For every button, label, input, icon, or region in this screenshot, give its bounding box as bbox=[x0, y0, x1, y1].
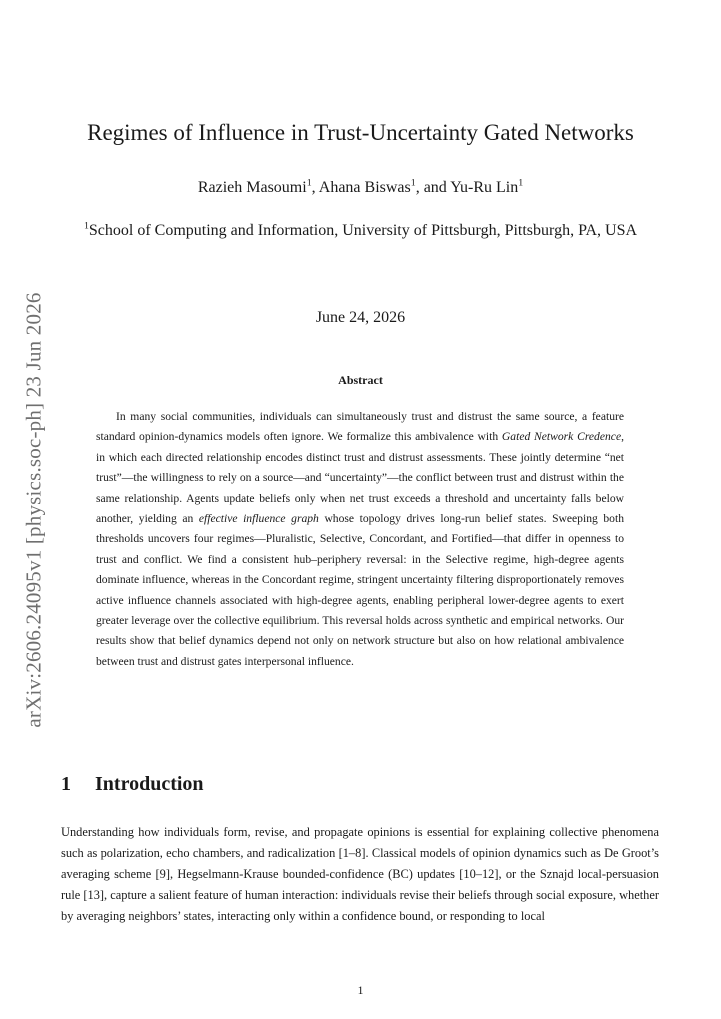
author-affiliation-marker: 1 bbox=[410, 177, 416, 189]
author-name: Razieh Masoumi bbox=[197, 179, 307, 196]
arxiv-identifier-stamp: arXiv:2606.24095v1 [physics.soc-ph] 23 Jun 2026 bbox=[21, 292, 46, 728]
abstract-heading: Abstract bbox=[338, 373, 383, 387]
abstract-emphasis: effective influence graph bbox=[198, 512, 319, 526]
abstract-text-part: In many social communities, individuals can simultaneously trust and distrust the same source, a feature standard opinion-dynamics models often ignore. We formalize this ambivalence with bbox=[96, 410, 624, 444]
abstract-emphasis: Gated Network Credence bbox=[501, 430, 622, 444]
author-separator: , and bbox=[415, 179, 451, 196]
abstract-text-part: , in which each directed relationship encodes distinct trust and distrust assessments. These jointly determine “net trust”—the willingness to rely on a source—and “uncertainty”—the conflict between trust and distrust within the same relationship. Agents update beliefs only when net trust exceeds a threshold and uncertainty falls below another, yielding an bbox=[96, 430, 624, 526]
abstract-text-part: whose topology drives long-run belief states. Sweeping both thresholds uncovers four regimes—Pluralistic, Selective, Concordant, and Fortified—that differ in openness to trust and conflict. We find a consistent hub–periphery reversal: in the Selective regime, high-degree agents dominate influence, whereas in the Concordant regime, stringent uncertainty filtering disproportionately removes active influence channels associated with high-degree agents, enabling peripheral lower-degree agents to exert greater leverage over the collective equilibrium. This reversal holds across synthetic and empirical networks. Our results show that belief dynamics depend not only on network structure but also on how relational ambivalence between trust and distrust gates interpersonal influence. bbox=[96, 512, 624, 668]
author-name: Yu-Ru Lin bbox=[450, 179, 519, 196]
author-name: Ahana Biswas bbox=[318, 179, 411, 196]
section-heading-introduction bbox=[61, 770, 204, 798]
section-number: 1 bbox=[61, 773, 71, 795]
author-separator: , bbox=[311, 179, 319, 196]
paper-title: Regimes of Influence in Trust-Uncertainty Gated Networks bbox=[87, 120, 634, 145]
author-list bbox=[0, 177, 721, 199]
page-number: 1 bbox=[357, 983, 364, 997]
author-affiliation-marker: 1 bbox=[306, 177, 312, 189]
abstract-text bbox=[96, 407, 624, 672]
author-affiliation-marker: 1 bbox=[518, 177, 524, 189]
introduction-paragraph: Understanding how individuals form, revise, and propagate opinions is essential for explaining collective phenomena such as polarization, echo chambers, and radicalization [1–8]. Classical models of opinion dynamics such as De Groot’s averaging scheme [9], Hegselmann-Krause bounded-confidence (BC) updates [10–12], or the Sznajd local-persuasion rule [13], capture a salient feature of human interaction: individuals revise their beliefs through social exposure, whether by averaging neighbors’ states, interacting only within a confidence bound, or responding to local bbox=[61, 825, 659, 923]
publication-date: June 24, 2026 bbox=[315, 309, 406, 326]
affiliation-text: School of Computing and Information, University of Pittsburgh, Pittsburgh, PA, USA bbox=[88, 222, 638, 239]
affiliation-marker: 1 bbox=[83, 220, 89, 232]
affiliation bbox=[68, 218, 653, 244]
section-title: Introduction bbox=[95, 773, 204, 795]
